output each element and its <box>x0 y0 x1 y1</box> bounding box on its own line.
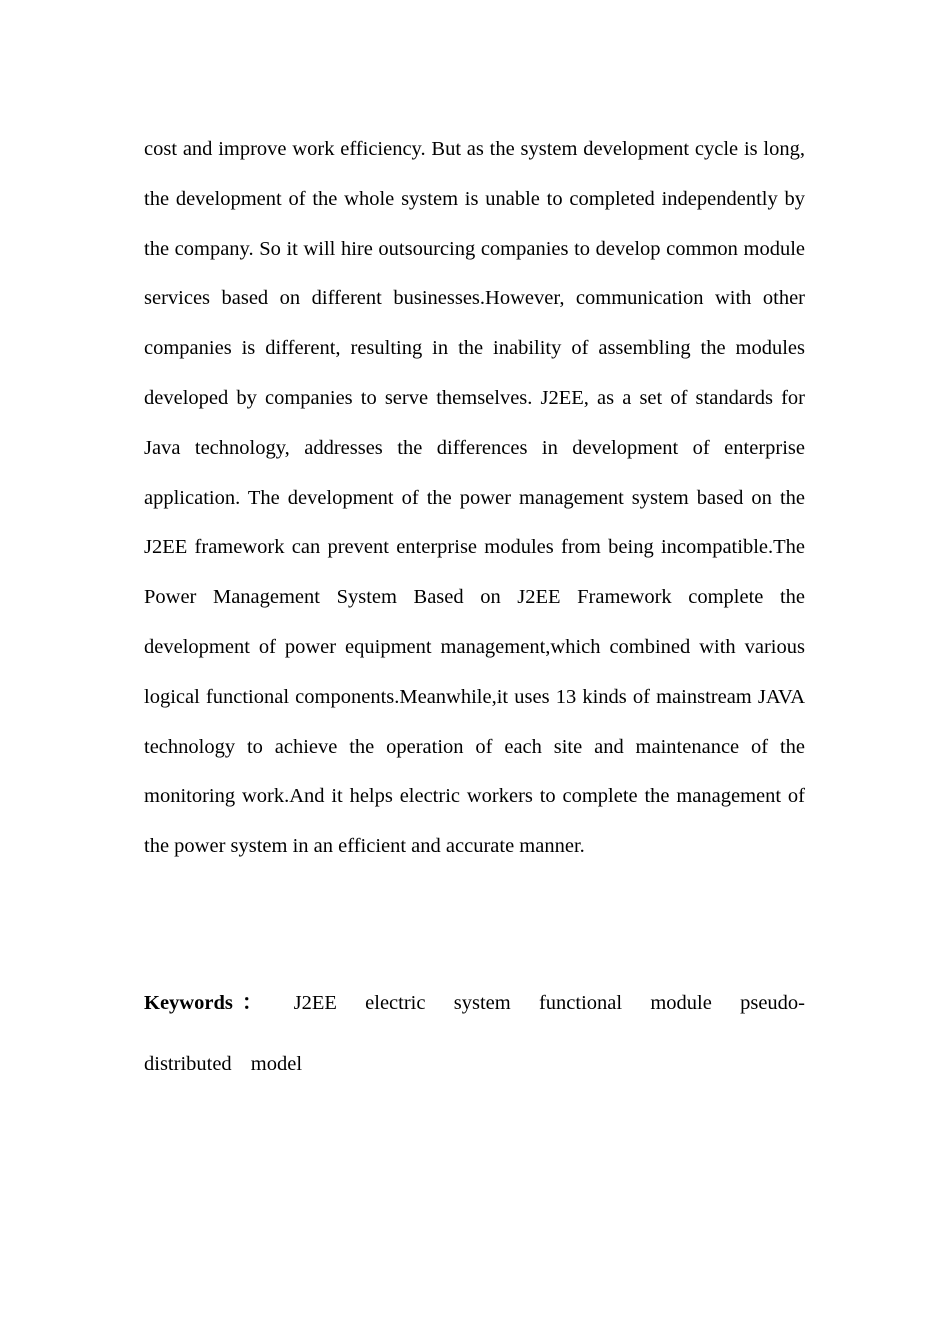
keywords-label: Keywords <box>144 992 233 1014</box>
keywords-line <box>144 973 805 1095</box>
abstract-paragraph: cost and improve work efficiency. But as the system development cycle is long, the development of the whole system is unable to completed independently by the company. So it will hire outsourcing companies to develop common module services based on different businesses.However, communication with other companies is different, resulting in the inability of assembling the modules developed by companies to serve themselves. J2EE, as a set of standards for Java technology, addresses the differences in development of enterprise application. The development of the power management system based on the J2EE framework can prevent enterprise modules from being incompatible.The Power Management System Based on J2EE Framework complete the development of power equipment management,which combined with various logical functional components.Meanwhile,it uses 13 kinds of mainstream JAVA technology to achieve the operation of each site and maintenance of the monitoring work.And it helps electric workers to complete the management of the power system in an efficient and accurate manner. <box>144 138 805 858</box>
keywords-terms: J2EE electric system functional module pseudo-distributed model <box>144 992 806 1075</box>
keywords-colon: ： <box>232 992 272 1014</box>
